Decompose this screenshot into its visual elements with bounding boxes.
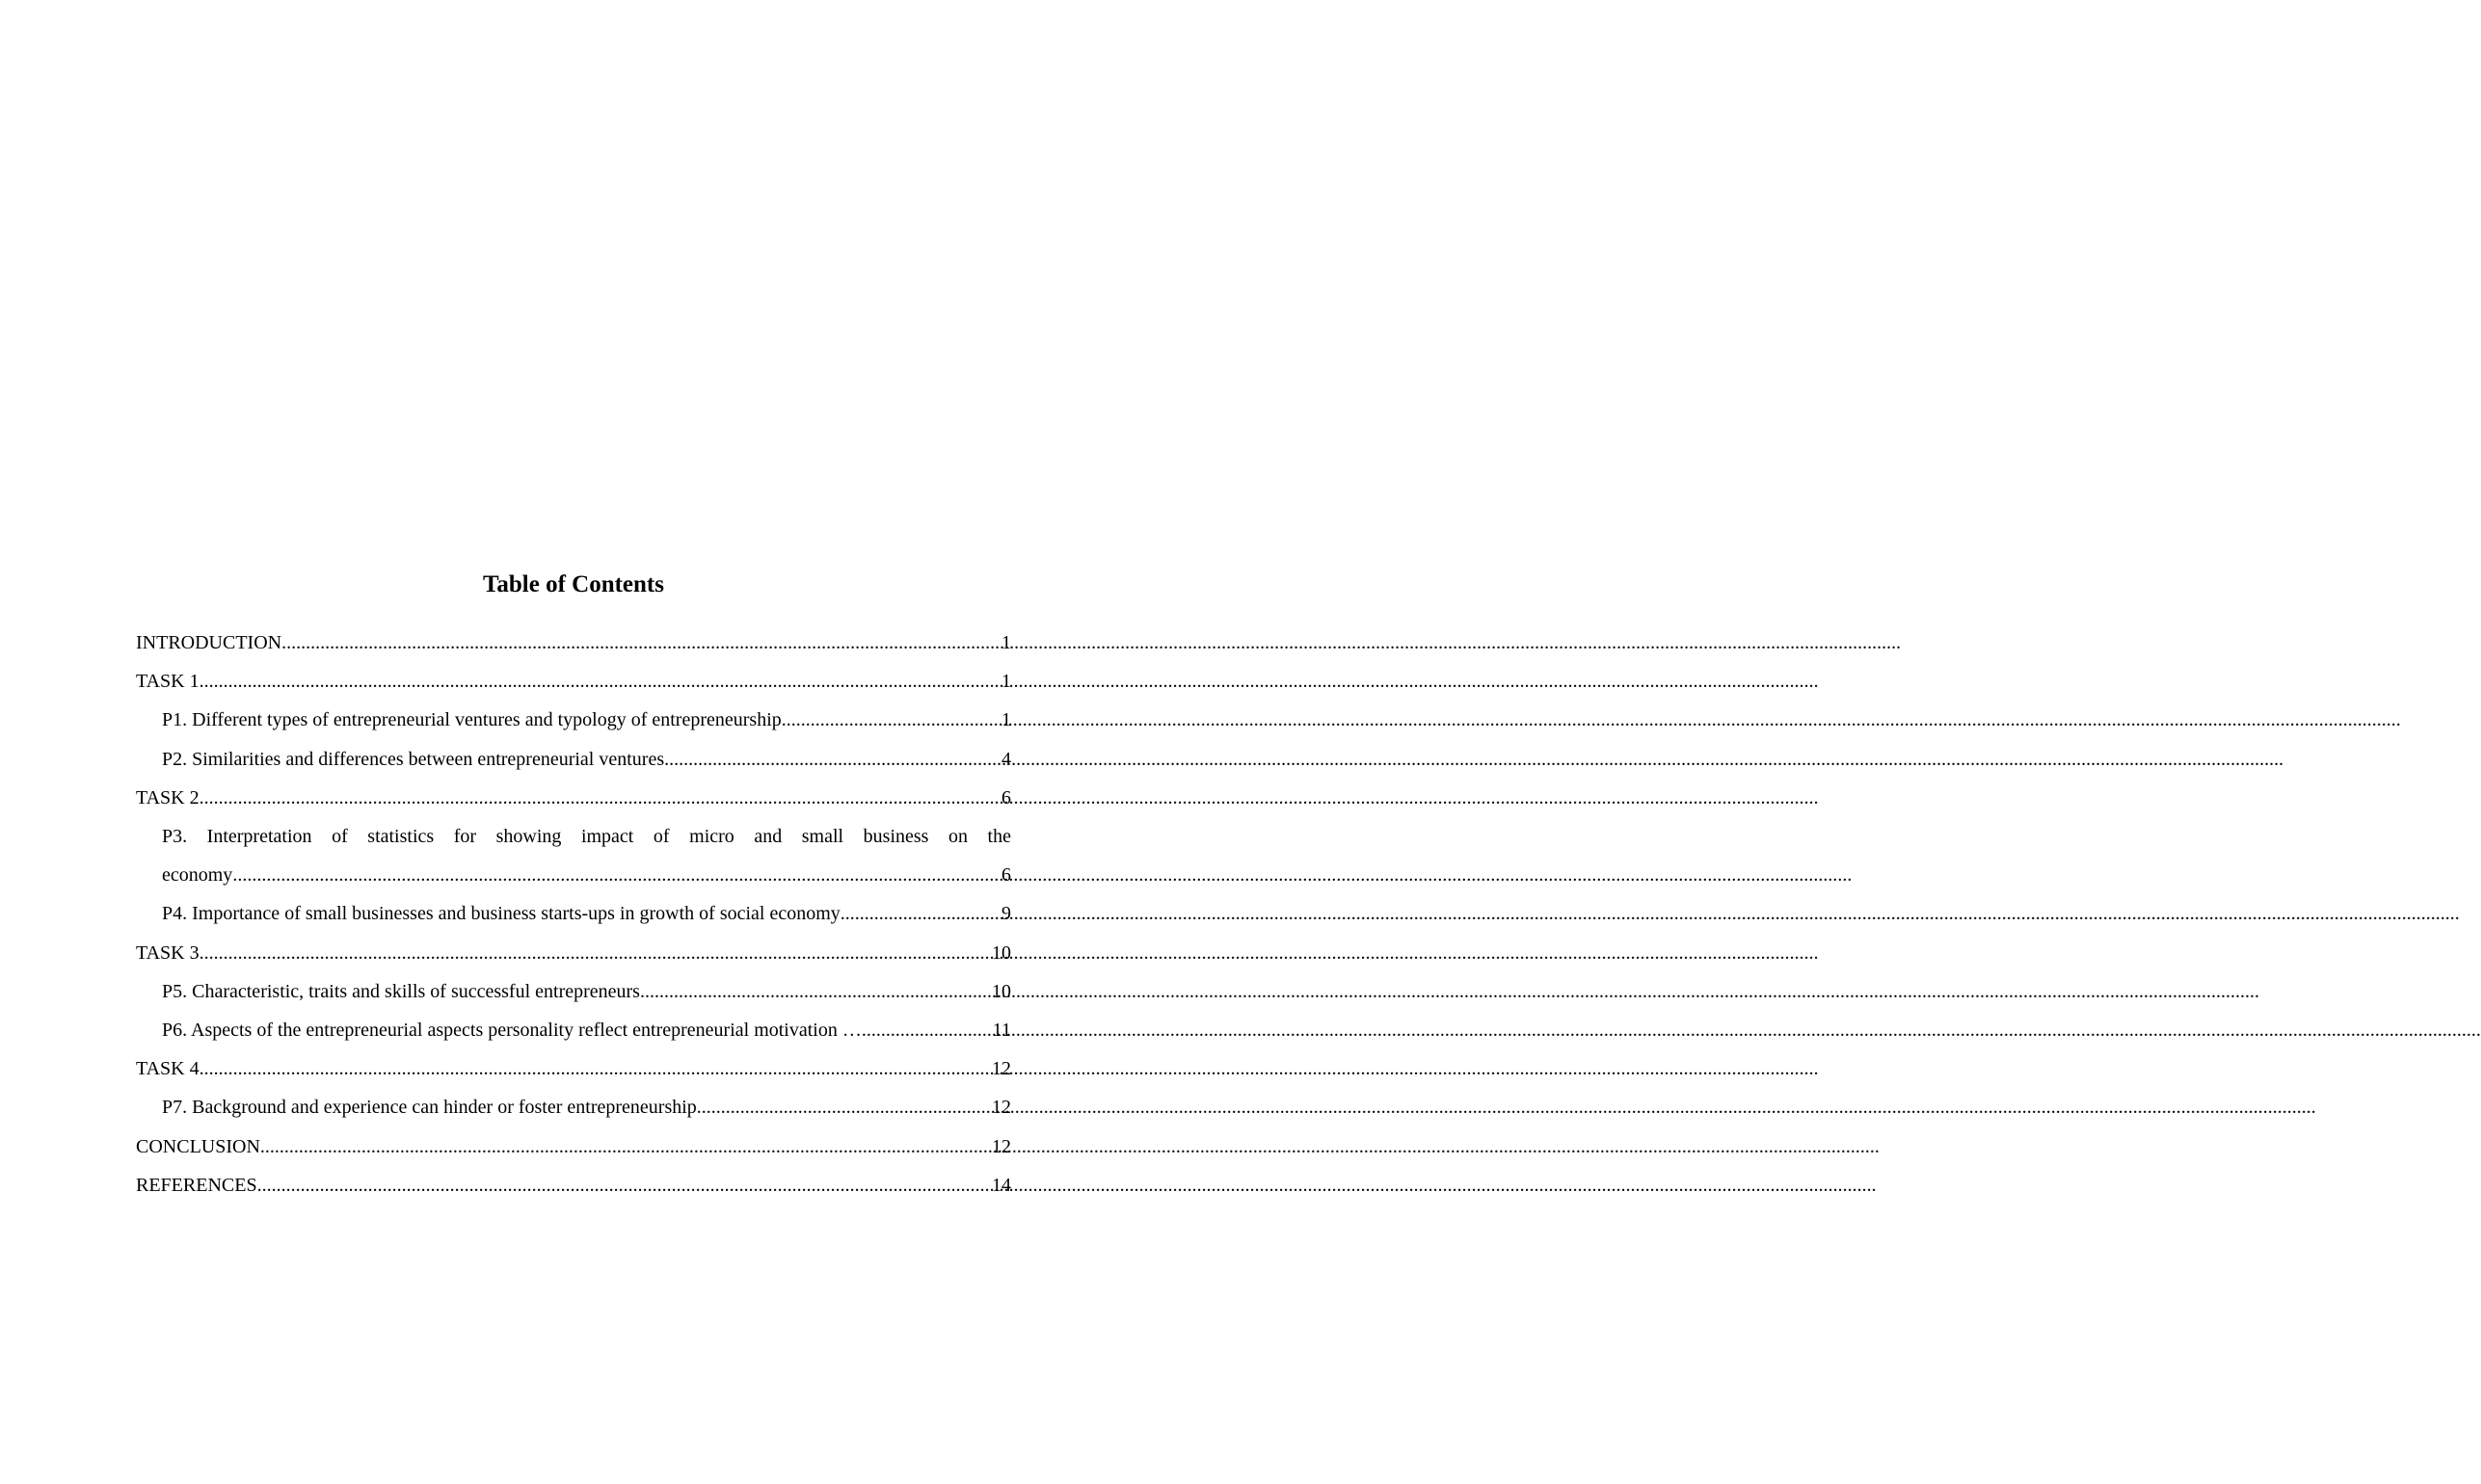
toc-entry-conclusion[interactable] (136, 1127, 1011, 1166)
toc-page-number: 6 (1001, 786, 1011, 808)
toc-entry-label: P4. Importance of small businesses and business starts-ups in growth of social economy (162, 903, 840, 925)
toc-entry-task-3[interactable] (136, 934, 1011, 972)
toc-leader-dots (200, 934, 992, 972)
toc-leader-dots (862, 1011, 993, 1049)
toc-title: Table of Contents (483, 571, 664, 597)
toc-leader-dots (840, 894, 1001, 933)
toc-page-number: 14 (992, 1174, 1011, 1196)
toc-entry-task-1[interactable] (136, 662, 1011, 701)
toc-entry-label: P6. Aspects of the entrepreneurial aspects personality reflect entrepreneurial motivation … (162, 1020, 862, 1042)
toc-page-number: 11 (992, 1020, 1011, 1042)
toc-leader-dots (640, 972, 992, 1011)
toc-leader-dots (664, 740, 1001, 779)
toc-leader-dots (697, 1088, 992, 1126)
toc-entry-line-2 (162, 856, 1011, 894)
toc-entry-p7[interactable] (136, 1088, 1011, 1126)
toc-entry-p4[interactable] (136, 894, 1011, 933)
toc-entry-task-2[interactable] (136, 779, 1011, 817)
toc-page-number: 1 (1001, 632, 1011, 653)
toc-leader-dots (782, 701, 1001, 739)
toc-entry-label: TASK 2 (136, 786, 200, 808)
toc-entry-label: P5. Characteristic, traits and skills of successful entrepreneurs (162, 980, 640, 1002)
toc-entry-label: CONCLUSION (136, 1135, 260, 1157)
toc-entry-label: REFERENCES (136, 1174, 257, 1196)
toc-entry-p1[interactable] (136, 701, 1011, 739)
toc-entry-label: TASK 4 (136, 1058, 200, 1080)
toc-leader-dots (257, 1166, 992, 1205)
toc-page-number: 9 (1001, 903, 1011, 925)
toc-page-number: 6 (1001, 864, 1011, 887)
toc-entry-label: INTRODUCTION (136, 632, 282, 653)
toc-page-number: 10 (992, 941, 1011, 964)
table-of-contents (136, 568, 1011, 1205)
toc-entry-p6[interactable] (136, 1011, 1011, 1049)
toc-entry-label: P7. Background and experience can hinder or foster entrepreneurship (162, 1097, 697, 1119)
toc-page-number: 12 (992, 1097, 1011, 1119)
toc-page-number: 4 (1001, 748, 1011, 770)
toc-leader-dots (232, 856, 1001, 894)
toc-entry-p2[interactable] (136, 740, 1011, 779)
toc-page-number: 10 (992, 980, 1011, 1002)
toc-leader-dots (200, 662, 1001, 701)
toc-leader-dots (200, 779, 1001, 817)
toc-leader-dots (260, 1127, 992, 1166)
toc-list (136, 623, 1011, 1205)
toc-entry-label: P2. Similarities and differences between entrepreneurial ventures (162, 748, 665, 770)
toc-entry-task-4[interactable] (136, 1049, 1011, 1088)
toc-entry-label: P1. Different types of entrepreneurial ventures and typology of entrepreneurship (162, 709, 782, 731)
toc-leader-dots (281, 623, 1001, 662)
toc-entry-label-line-2: economy (162, 864, 233, 887)
toc-entry-references[interactable] (136, 1166, 1011, 1205)
toc-page-number: 1 (1001, 709, 1011, 731)
toc-entry-label: TASK 3 (136, 941, 200, 964)
toc-entry-p3[interactable] (136, 817, 1011, 894)
toc-entry-p5[interactable] (136, 972, 1011, 1011)
toc-page-number: 1 (1001, 671, 1011, 693)
toc-page-number: 12 (992, 1135, 1011, 1157)
toc-entry-introduction[interactable] (136, 623, 1011, 662)
toc-page-number: 12 (992, 1058, 1011, 1080)
toc-entry-label: TASK 1 (136, 671, 200, 693)
toc-leader-dots (200, 1049, 992, 1088)
toc-entry-label-line-1: P3. Interpretation of statistics for showing impact of micro and small business on the (162, 826, 1011, 848)
